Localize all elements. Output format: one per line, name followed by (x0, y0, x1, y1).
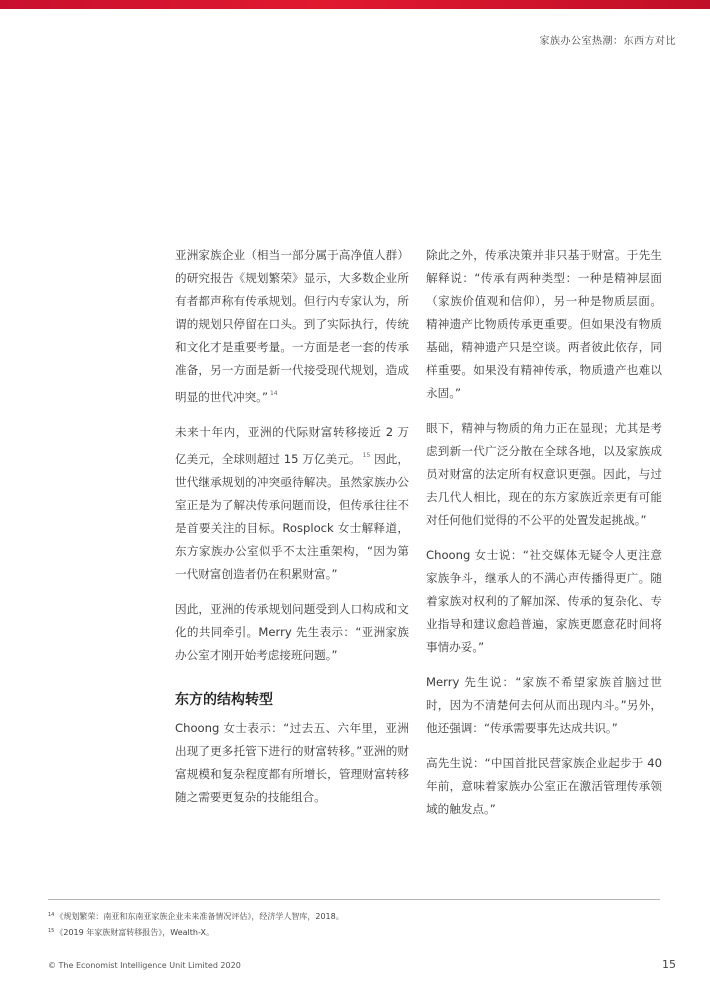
footnote-ref: 14 (269, 390, 278, 397)
paragraph: 因此，亚洲的传承规划问题受到人口构成和文化的共同牵引。Merry 先生表示：“亚洲家族办公室才刚开始考虑接班问题。” (175, 602, 409, 662)
footnote-divider (48, 899, 660, 900)
paragraph: 未来十年内，亚洲的代际财富转移接近 2 万亿美元，全球则超过 15 万亿美元。 $^{15}$ 因此，世代继承规划的冲突亟待解决。虽然家族办公室正是为了解决传承问题而设，但传承往往不是首要关注的目标。Rosplock 女士解释道，东方家族办公室似乎不太注重架构，“因为第一代财富创造者仍在积累财富。” (175, 425, 410, 581)
top-accent-bar (0, 0, 710, 9)
right-column (426, 244, 662, 833)
footnote-ref: 15 (362, 452, 371, 459)
paragraph: 高先生说：“中国首批民营家族企业起步于 40 年前，意味着家族办公室正在激活管理传承领域的触发点。” (426, 756, 662, 816)
section-heading: 东方的结构转型 (175, 692, 273, 708)
footnote: $^{14}$《规划繁荣：南亚和东南亚家族企业未来准备情况评估》，经济学人智库，2018。 (48, 912, 344, 921)
footnote: $^{15}$《2019 年家族财富转移报告》，Wealth-X。 (48, 928, 214, 937)
paragraph: 除此之外，传承决策并非只基于财富。于先生解释说：“传承有两种类型：一种是精神层面（家族价值观和信仰），另一种是物质层面。精神遗产比物质传承更重要。但如果没有物质基础，精神遗产只是空谈。两者彼此依存，同样重要。如果没有精神传承，物质遗产也难以永固。” (426, 248, 662, 400)
paragraph: Merry 先生说：“家族不希望家族首脑过世时，因为不清楚何去何从而出现内斗。”另外，他还强调：“传承需要事先达成共识。” (426, 675, 662, 735)
copyright: © The Economist Intelligence Unit Limited 2020 (48, 961, 241, 970)
paragraph: 眼下，精神与物质的角力正在显现；尤其是考虑到新一代广泛分散在全球各地，以及家族成员对财富的法定所有权意识更强。因此，与过去几代人相比，现在的东方家族近亲更有可能对任何他们觉得的不公平的处置发起挑战。” (426, 421, 662, 527)
page-number: 15 (662, 958, 676, 971)
running-header: 家族办公室热潮：东西方对比 (539, 36, 676, 47)
paragraph: 亚洲家族企业（相当一部分属于高净值人群）的研究报告《规划繁荣》显示，大多数企业所有者都声称有传承规划。但行内专家认为，所谓的规划只停留在口头。到了实际执行，传统和文化才是重要考量。一方面是老一套的传承准备，另一方面是新一代接受现代规划，造成明显的世代冲突。” $^{14}$ (175, 248, 409, 404)
paragraph: Choong 女士说：“社交媒体无疑令人更注意家族争斗，继承人的不满心声传播得更广。随着家族对权利的了解加深、传承的复杂化、专业指导和建议愈趋普遍，家族更愿意花时间将事情办妥。” (426, 548, 662, 654)
paragraph: Choong 女士表示：“过去五、六年里，亚洲出现了更多托管下进行的财富转移。”亚洲的财富规模和复杂程度都有所增长，管理财富转移随之需要更复杂的技能组合。 (175, 721, 409, 804)
left-column (175, 244, 409, 821)
footnotes (48, 909, 660, 941)
